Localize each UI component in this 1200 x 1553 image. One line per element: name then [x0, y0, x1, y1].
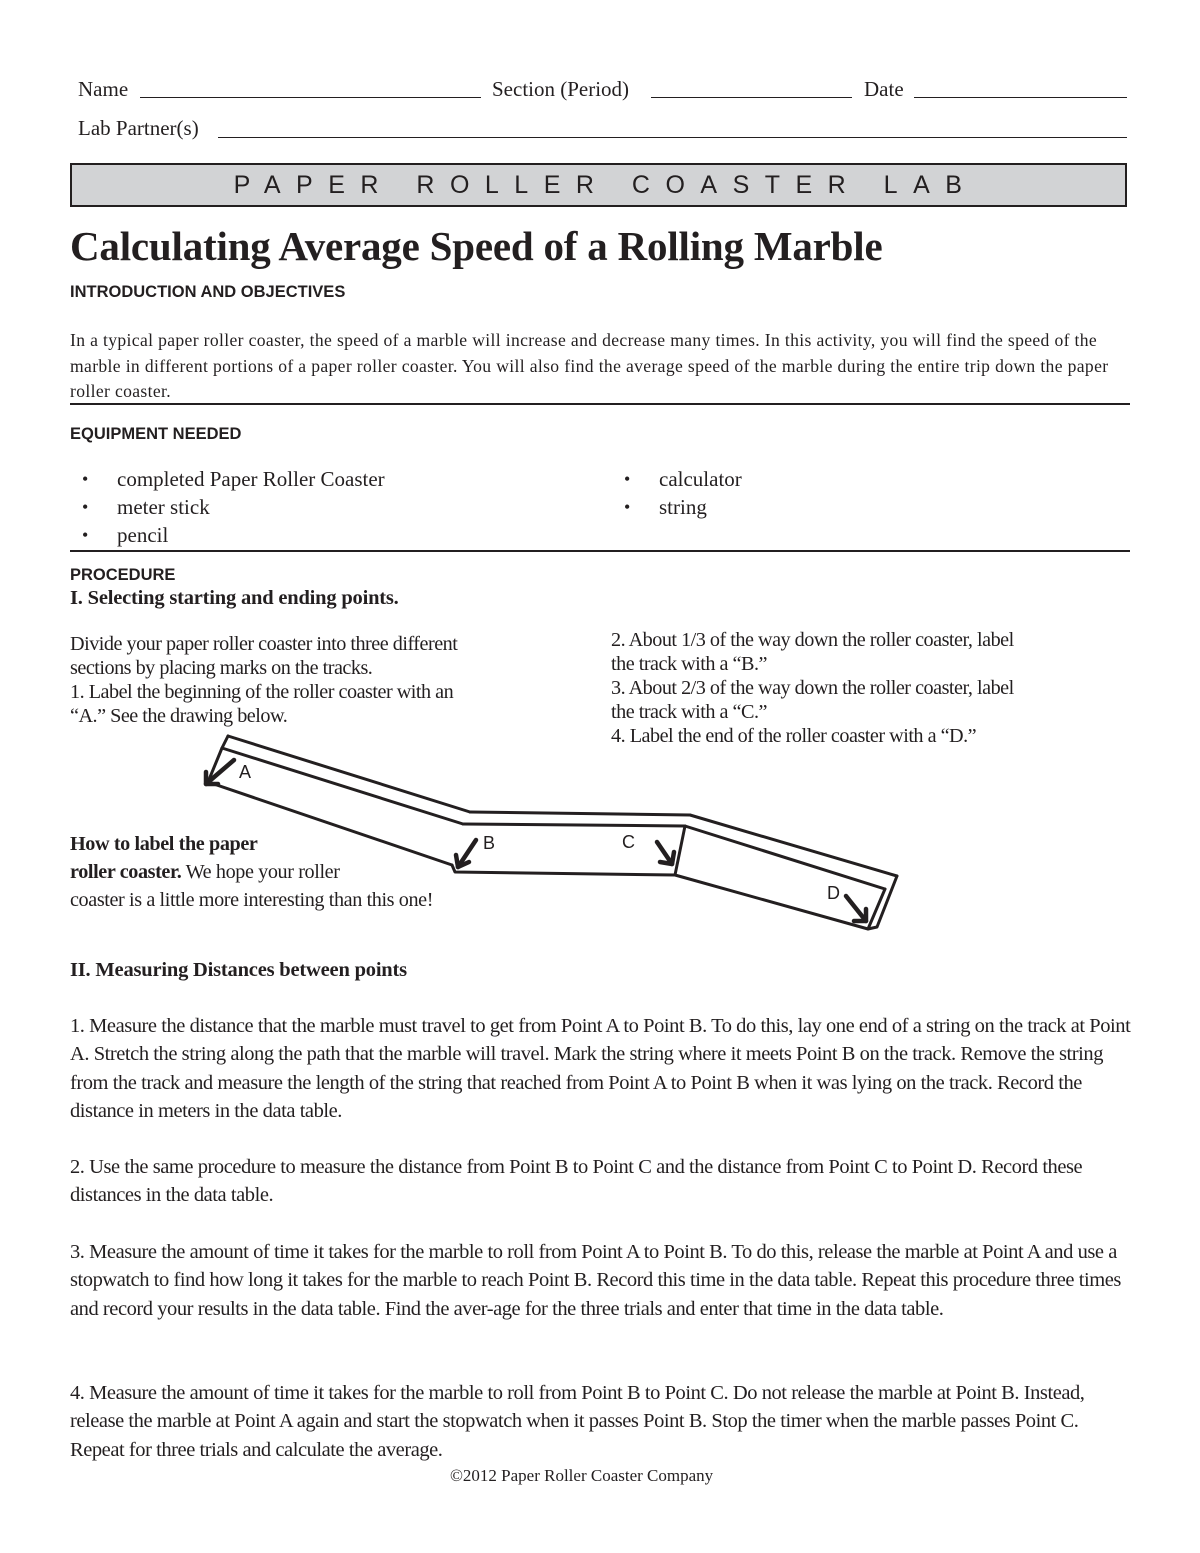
text-line: the track with a “B.” [611, 653, 767, 675]
list-item [70, 465, 385, 493]
equipment-list-left [70, 465, 385, 549]
part1-heading: I. Selecting starting and ending points. [70, 587, 399, 609]
track-segment-cd [675, 815, 897, 929]
lab-banner [70, 163, 1127, 207]
arrow-a [206, 760, 234, 784]
equipment-list-right [612, 465, 742, 521]
section-field[interactable] [651, 97, 852, 98]
part2-heading: II. Measuring Distances between points [70, 959, 407, 981]
step-1: 1. Measure the distance that the marble must travel to get from Point A to Point B. To do this, lay one end of a string on the track at Point A. Stretch the string along the path that the marble will travel. Mark the string where it meets Point B on the track. Remove the string from the track and measure the length of the string that reached from Point A to Point B when it was lying on the track. Record the distance in meters in the data table. [70, 1015, 1131, 1122]
caption-text: We hope your roller [181, 861, 340, 883]
arrow-b [456, 840, 476, 867]
name-field[interactable] [140, 97, 481, 98]
caption-line [70, 858, 433, 886]
list-item [70, 521, 385, 549]
point-a-label: A [239, 762, 252, 782]
bullet: • [82, 469, 89, 489]
point-d-label: D [827, 883, 840, 903]
bullet: • [624, 497, 631, 517]
list-item [612, 493, 742, 521]
equipment-item: meter stick [117, 495, 210, 519]
caption-bold: roller coaster. [70, 861, 182, 883]
bullet: • [82, 525, 89, 545]
equipment-item: string [659, 495, 707, 519]
lab-partner-label: Lab Partner(s) [78, 116, 199, 140]
equipment-item: completed Paper Roller Coaster [117, 467, 385, 491]
text-line: the track with a “C.” [611, 701, 767, 723]
text-line: 2. About 1/3 of the way down the roller coaster, label [611, 629, 1014, 651]
name-label: Name [78, 77, 129, 101]
procedure-heading: PROCEDURE [70, 566, 176, 584]
intro-text: In a typical paper roller coaster, the speed of a marble will increase and decrease many times. In this activity, you will find the speed of the marble in different portions of a paper roller coaster. You will also find the average speed of the marble during the entire trip down the paper roller coaster. [70, 330, 1109, 401]
step-3: 3. Measure the amount of time it takes for the marble to roll from Point A to Point B. To do this, release the marble at Point A and use a stopwatch to find how long it takes for the marble to reach Point B. Record this time in the data table. Repeat this procedure three times and record your results in the data table. Find the aver-age for the three trials and enter that time in the data table. [70, 1241, 1121, 1320]
text-line: Divide your paper roller coaster into three different [70, 633, 458, 655]
intro-heading: INTRODUCTION AND OBJECTIVES [70, 283, 346, 301]
arrow-d [846, 896, 866, 921]
text-line: “A.” See the drawing below. [70, 705, 288, 727]
arrow-c [657, 842, 674, 864]
text-line: 1. Label the beginning of the roller coaster with an [70, 681, 454, 703]
caption-line: How to label the paper [70, 833, 258, 855]
banner-title: PAPER ROLLER COASTER LAB [233, 171, 978, 199]
bullet: • [82, 497, 89, 517]
date-label: Date [864, 77, 904, 101]
equipment-heading: EQUIPMENT NEEDED [70, 425, 242, 443]
equipment-item: calculator [659, 467, 742, 491]
text-line: 3. About 2/3 of the way down the roller coaster, label [611, 677, 1014, 699]
diagram-caption [70, 830, 433, 914]
text-line: 4. Label the end of the roller coaster with a “D.” [611, 725, 977, 747]
copyright-footer: ©2012 Paper Roller Coaster Company [450, 1466, 714, 1485]
list-item [70, 493, 385, 521]
lab-partner-field[interactable] [218, 137, 1127, 138]
divider [70, 550, 1130, 552]
text-line: sections by placing marks on the tracks. [70, 657, 373, 679]
section-label: Section (Period) [492, 77, 630, 101]
bullet: • [624, 469, 631, 489]
point-b-label: B [483, 833, 496, 853]
date-field[interactable] [914, 97, 1127, 98]
list-item [612, 465, 742, 493]
part1-left-text [70, 632, 457, 728]
equipment-item: pencil [117, 523, 169, 547]
caption-line: coaster is a little more interesting than this one! [70, 889, 434, 911]
step-2: 2. Use the same procedure to measure the distance from Point B to Point C and the distance from Point C to Point D. Record these distances in the data table. [70, 1156, 1083, 1207]
divider [70, 403, 1130, 405]
page-title: Calculating Average Speed of a Rolling Marble [70, 223, 883, 269]
point-c-label: C [622, 832, 635, 852]
step-4: 4. Measure the amount of time it takes for the marble to roll from Point B to Point C. Do not release the marble at Point B. Instead, release the marble at Point A again and start the stopwatch when it passes Point B. Stop the timer when the marble passes Point C. Repeat for three trials and calculate the average. [70, 1382, 1085, 1461]
